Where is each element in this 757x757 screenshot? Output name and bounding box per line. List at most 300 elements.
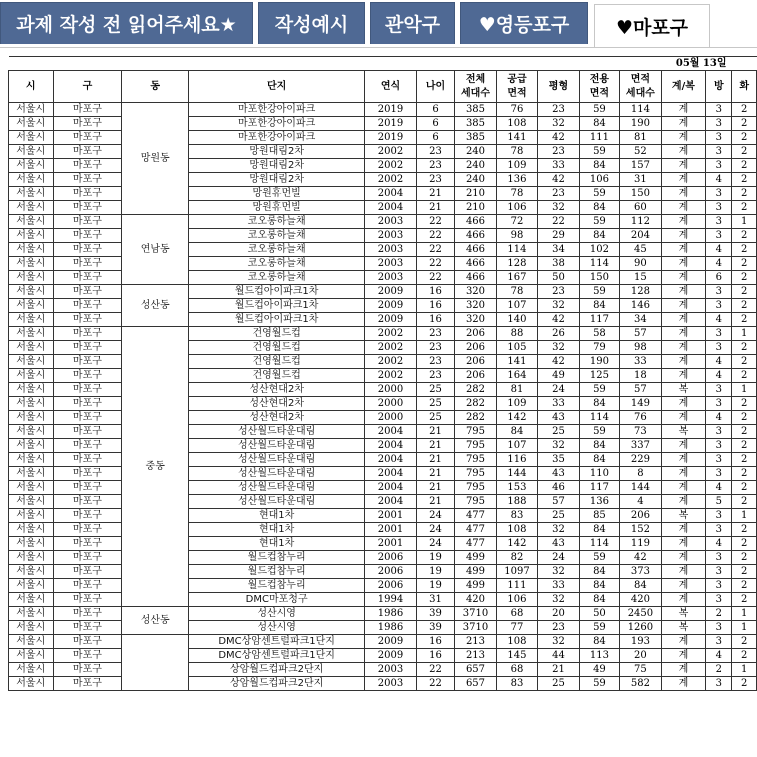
cell-age[interactable]: 25 bbox=[416, 411, 454, 425]
cell-si[interactable]: 서울시 bbox=[9, 425, 54, 439]
cell-pyeong[interactable]: 34 bbox=[538, 243, 579, 257]
cell-rooms[interactable]: 6 bbox=[706, 271, 732, 285]
cell-danji[interactable]: DMC상암센트럴파크1단지 bbox=[189, 635, 365, 649]
cell-type[interactable]: 계 bbox=[661, 145, 706, 159]
cell-total-households[interactable]: 240 bbox=[455, 145, 496, 159]
cell-total-households[interactable]: 210 bbox=[455, 201, 496, 215]
cell-exclusive-area[interactable]: 59 bbox=[579, 621, 619, 635]
cell-baths[interactable]: 2 bbox=[732, 537, 757, 551]
cell-year[interactable]: 2002 bbox=[365, 341, 417, 355]
header-gu[interactable]: 구 bbox=[53, 71, 122, 103]
cell-pyeong[interactable]: 46 bbox=[538, 481, 579, 495]
cell-year[interactable]: 2002 bbox=[365, 145, 417, 159]
cell-supply-area[interactable]: 68 bbox=[496, 607, 537, 621]
cell-year[interactable]: 2003 bbox=[365, 271, 417, 285]
cell-baths[interactable]: 2 bbox=[732, 411, 757, 425]
cell-gu[interactable]: 마포구 bbox=[53, 257, 122, 271]
cell-si[interactable]: 서울시 bbox=[9, 355, 54, 369]
cell-year[interactable]: 2004 bbox=[365, 201, 417, 215]
cell-supply-area[interactable]: 107 bbox=[496, 299, 537, 313]
cell-baths[interactable]: 2 bbox=[732, 481, 757, 495]
cell-type[interactable]: 계 bbox=[661, 467, 706, 481]
cell-danji[interactable]: 코오롱하늘채 bbox=[189, 257, 365, 271]
cell-area-households[interactable]: 373 bbox=[620, 565, 661, 579]
tab-yeongdeungpo[interactable]: ♥영등포구 bbox=[460, 2, 588, 44]
cell-supply-area[interactable]: 88 bbox=[496, 327, 537, 341]
cell-si[interactable]: 서울시 bbox=[9, 131, 54, 145]
cell-year[interactable]: 2006 bbox=[365, 579, 417, 593]
cell-type[interactable]: 계 bbox=[661, 495, 706, 509]
cell-gu[interactable]: 마포구 bbox=[53, 607, 122, 621]
cell-gu[interactable]: 마포구 bbox=[53, 411, 122, 425]
cell-total-households[interactable]: 499 bbox=[455, 579, 496, 593]
cell-area-households[interactable]: 76 bbox=[620, 411, 661, 425]
cell-year[interactable]: 2003 bbox=[365, 663, 417, 677]
cell-supply-area[interactable]: 1097 bbox=[496, 565, 537, 579]
cell-total-households[interactable]: 282 bbox=[455, 411, 496, 425]
cell-total-households[interactable]: 3710 bbox=[455, 607, 496, 621]
cell-type[interactable]: 계 bbox=[661, 215, 706, 229]
cell-exclusive-area[interactable]: 84 bbox=[579, 229, 619, 243]
cell-baths[interactable]: 2 bbox=[732, 467, 757, 481]
cell-supply-area[interactable]: 142 bbox=[496, 537, 537, 551]
cell-gu[interactable]: 마포구 bbox=[53, 495, 122, 509]
cell-area-households[interactable]: 81 bbox=[620, 131, 661, 145]
cell-rooms[interactable]: 3 bbox=[706, 229, 732, 243]
cell-area-households[interactable]: 337 bbox=[620, 439, 661, 453]
cell-area-households[interactable]: 33 bbox=[620, 355, 661, 369]
cell-pyeong[interactable]: 21 bbox=[538, 663, 579, 677]
cell-exclusive-area[interactable]: 59 bbox=[579, 103, 619, 117]
cell-area-households[interactable]: 1260 bbox=[620, 621, 661, 635]
cell-si[interactable]: 서울시 bbox=[9, 593, 54, 607]
cell-gu[interactable]: 마포구 bbox=[53, 173, 122, 187]
cell-danji[interactable]: 건영월드컵 bbox=[189, 327, 365, 341]
cell-baths[interactable]: 2 bbox=[732, 551, 757, 565]
cell-rooms[interactable]: 4 bbox=[706, 257, 732, 271]
cell-age[interactable]: 16 bbox=[416, 635, 454, 649]
cell-rooms[interactable]: 3 bbox=[706, 453, 732, 467]
cell-type[interactable]: 계 bbox=[661, 271, 706, 285]
cell-total-households[interactable]: 466 bbox=[455, 229, 496, 243]
cell-dong[interactable]: 중동 bbox=[122, 327, 189, 607]
cell-age[interactable]: 19 bbox=[416, 565, 454, 579]
cell-total-households[interactable]: 385 bbox=[455, 103, 496, 117]
cell-danji[interactable]: 코오롱하늘채 bbox=[189, 271, 365, 285]
cell-age[interactable]: 16 bbox=[416, 285, 454, 299]
cell-dong[interactable]: 성산동 bbox=[122, 285, 189, 327]
cell-area-households[interactable]: 204 bbox=[620, 229, 661, 243]
cell-si[interactable]: 서울시 bbox=[9, 299, 54, 313]
cell-age[interactable]: 22 bbox=[416, 215, 454, 229]
cell-dong[interactable] bbox=[122, 635, 189, 691]
header-supply-area[interactable] bbox=[496, 71, 537, 103]
cell-danji[interactable]: 성산월드타운대림 bbox=[189, 481, 365, 495]
cell-si[interactable]: 서울시 bbox=[9, 551, 54, 565]
cell-rooms[interactable]: 4 bbox=[706, 313, 732, 327]
cell-year[interactable]: 2009 bbox=[365, 635, 417, 649]
cell-gu[interactable]: 마포구 bbox=[53, 383, 122, 397]
cell-age[interactable]: 21 bbox=[416, 187, 454, 201]
cell-area-households[interactable]: 190 bbox=[620, 117, 661, 131]
cell-age[interactable]: 19 bbox=[416, 551, 454, 565]
cell-type[interactable]: 계 bbox=[661, 341, 706, 355]
cell-pyeong[interactable]: 38 bbox=[538, 257, 579, 271]
cell-area-households[interactable]: 73 bbox=[620, 425, 661, 439]
cell-pyeong[interactable]: 23 bbox=[538, 145, 579, 159]
header-rooms[interactable]: 방 bbox=[706, 71, 732, 103]
cell-exclusive-area[interactable]: 84 bbox=[579, 299, 619, 313]
cell-danji[interactable]: 월드컵아이파크1차 bbox=[189, 299, 365, 313]
cell-gu[interactable]: 마포구 bbox=[53, 649, 122, 663]
cell-total-households[interactable]: 282 bbox=[455, 397, 496, 411]
cell-type[interactable]: 계 bbox=[661, 565, 706, 579]
cell-type[interactable]: 계 bbox=[661, 663, 706, 677]
cell-baths[interactable]: 2 bbox=[732, 523, 757, 537]
cell-total-households[interactable]: 795 bbox=[455, 425, 496, 439]
cell-rooms[interactable]: 3 bbox=[706, 201, 732, 215]
cell-rooms[interactable]: 3 bbox=[706, 565, 732, 579]
cell-supply-area[interactable]: 188 bbox=[496, 495, 537, 509]
cell-year[interactable]: 2000 bbox=[365, 397, 417, 411]
cell-si[interactable]: 서울시 bbox=[9, 341, 54, 355]
cell-age[interactable]: 22 bbox=[416, 663, 454, 677]
cell-gu[interactable]: 마포구 bbox=[53, 271, 122, 285]
cell-danji[interactable]: 월드컵참누리 bbox=[189, 551, 365, 565]
cell-supply-area[interactable]: 111 bbox=[496, 579, 537, 593]
cell-supply-area[interactable]: 76 bbox=[496, 103, 537, 117]
cell-area-households[interactable]: 42 bbox=[620, 551, 661, 565]
cell-supply-area[interactable]: 140 bbox=[496, 313, 537, 327]
cell-baths[interactable]: 2 bbox=[732, 397, 757, 411]
cell-exclusive-area[interactable]: 84 bbox=[579, 117, 619, 131]
cell-type[interactable]: 계 bbox=[661, 327, 706, 341]
cell-si[interactable]: 서울시 bbox=[9, 523, 54, 537]
cell-year[interactable]: 2001 bbox=[365, 523, 417, 537]
cell-baths[interactable]: 2 bbox=[732, 495, 757, 509]
cell-area-households[interactable]: 52 bbox=[620, 145, 661, 159]
cell-age[interactable]: 21 bbox=[416, 467, 454, 481]
cell-si[interactable]: 서울시 bbox=[9, 411, 54, 425]
cell-type[interactable]: 계 bbox=[661, 579, 706, 593]
cell-exclusive-area[interactable]: 59 bbox=[579, 187, 619, 201]
cell-danji[interactable]: 월드컵참누리 bbox=[189, 579, 365, 593]
cell-supply-area[interactable]: 114 bbox=[496, 243, 537, 257]
cell-dong[interactable]: 연남동 bbox=[122, 215, 189, 285]
cell-baths[interactable]: 2 bbox=[732, 565, 757, 579]
cell-year[interactable]: 2002 bbox=[365, 369, 417, 383]
cell-danji[interactable]: 마포한강아이파크 bbox=[189, 131, 365, 145]
cell-year[interactable]: 2003 bbox=[365, 677, 417, 691]
cell-si[interactable]: 서울시 bbox=[9, 565, 54, 579]
cell-area-households[interactable]: 8 bbox=[620, 467, 661, 481]
cell-area-households[interactable]: 112 bbox=[620, 215, 661, 229]
cell-age[interactable]: 23 bbox=[416, 159, 454, 173]
cell-year[interactable]: 2009 bbox=[365, 649, 417, 663]
cell-total-households[interactable]: 466 bbox=[455, 243, 496, 257]
cell-year[interactable]: 1986 bbox=[365, 607, 417, 621]
cell-type[interactable]: 계 bbox=[661, 481, 706, 495]
cell-age[interactable]: 16 bbox=[416, 649, 454, 663]
cell-area-households[interactable]: 229 bbox=[620, 453, 661, 467]
cell-exclusive-area[interactable]: 85 bbox=[579, 509, 619, 523]
cell-area-households[interactable]: 157 bbox=[620, 159, 661, 173]
cell-baths[interactable]: 2 bbox=[732, 271, 757, 285]
cell-year[interactable]: 2004 bbox=[365, 495, 417, 509]
cell-exclusive-area[interactable]: 59 bbox=[579, 677, 619, 691]
cell-supply-area[interactable]: 83 bbox=[496, 509, 537, 523]
cell-pyeong[interactable]: 33 bbox=[538, 579, 579, 593]
cell-danji[interactable]: 코오롱하늘채 bbox=[189, 229, 365, 243]
cell-age[interactable]: 22 bbox=[416, 257, 454, 271]
cell-pyeong[interactable]: 32 bbox=[538, 201, 579, 215]
cell-danji[interactable]: 망원휴먼빌 bbox=[189, 187, 365, 201]
cell-pyeong[interactable]: 20 bbox=[538, 607, 579, 621]
cell-supply-area[interactable]: 106 bbox=[496, 593, 537, 607]
cell-supply-area[interactable]: 108 bbox=[496, 635, 537, 649]
cell-exclusive-area[interactable]: 84 bbox=[579, 439, 619, 453]
cell-total-households[interactable]: 499 bbox=[455, 565, 496, 579]
cell-type[interactable]: 계 bbox=[661, 285, 706, 299]
cell-rooms[interactable]: 3 bbox=[706, 117, 732, 131]
cell-pyeong[interactable]: 32 bbox=[538, 299, 579, 313]
cell-danji[interactable]: 성산시영 bbox=[189, 621, 365, 635]
cell-rooms[interactable]: 4 bbox=[706, 411, 732, 425]
cell-type[interactable]: 계 bbox=[661, 411, 706, 425]
cell-baths[interactable]: 2 bbox=[732, 131, 757, 145]
cell-si[interactable]: 서울시 bbox=[9, 117, 54, 131]
cell-pyeong[interactable]: 42 bbox=[538, 173, 579, 187]
cell-age[interactable]: 6 bbox=[416, 117, 454, 131]
cell-baths[interactable]: 2 bbox=[732, 257, 757, 271]
cell-si[interactable]: 서울시 bbox=[9, 257, 54, 271]
cell-supply-area[interactable]: 142 bbox=[496, 411, 537, 425]
cell-gu[interactable]: 마포구 bbox=[53, 215, 122, 229]
cell-age[interactable]: 6 bbox=[416, 131, 454, 145]
cell-danji[interactable]: 성산월드타운대림 bbox=[189, 495, 365, 509]
cell-pyeong[interactable]: 26 bbox=[538, 327, 579, 341]
cell-baths[interactable]: 2 bbox=[732, 355, 757, 369]
cell-pyeong[interactable]: 24 bbox=[538, 383, 579, 397]
cell-danji[interactable]: 현대1차 bbox=[189, 509, 365, 523]
cell-supply-area[interactable]: 106 bbox=[496, 201, 537, 215]
cell-area-households[interactable]: 45 bbox=[620, 243, 661, 257]
cell-area-households[interactable]: 84 bbox=[620, 579, 661, 593]
cell-rooms[interactable]: 2 bbox=[706, 607, 732, 621]
cell-rooms[interactable]: 4 bbox=[706, 369, 732, 383]
cell-si[interactable]: 서울시 bbox=[9, 327, 54, 341]
cell-baths[interactable]: 2 bbox=[732, 369, 757, 383]
cell-area-households[interactable]: 582 bbox=[620, 677, 661, 691]
cell-total-households[interactable]: 206 bbox=[455, 355, 496, 369]
cell-gu[interactable]: 마포구 bbox=[53, 537, 122, 551]
cell-gu[interactable]: 마포구 bbox=[53, 355, 122, 369]
cell-age[interactable]: 21 bbox=[416, 425, 454, 439]
cell-pyeong[interactable]: 50 bbox=[538, 271, 579, 285]
cell-gu[interactable]: 마포구 bbox=[53, 201, 122, 215]
cell-rooms[interactable]: 3 bbox=[706, 635, 732, 649]
cell-gu[interactable]: 마포구 bbox=[53, 229, 122, 243]
cell-total-households[interactable]: 240 bbox=[455, 159, 496, 173]
cell-si[interactable]: 서울시 bbox=[9, 537, 54, 551]
cell-area-households[interactable]: 18 bbox=[620, 369, 661, 383]
cell-pyeong[interactable]: 32 bbox=[538, 341, 579, 355]
cell-exclusive-area[interactable]: 59 bbox=[579, 145, 619, 159]
cell-exclusive-area[interactable]: 114 bbox=[579, 537, 619, 551]
cell-danji[interactable]: 성산월드타운대림 bbox=[189, 467, 365, 481]
cell-area-households[interactable]: 114 bbox=[620, 103, 661, 117]
cell-type[interactable]: 복 bbox=[661, 383, 706, 397]
cell-gu[interactable]: 마포구 bbox=[53, 327, 122, 341]
cell-year[interactable]: 2002 bbox=[365, 159, 417, 173]
cell-supply-area[interactable]: 128 bbox=[496, 257, 537, 271]
cell-exclusive-area[interactable]: 84 bbox=[579, 593, 619, 607]
cell-supply-area[interactable]: 78 bbox=[496, 187, 537, 201]
cell-danji[interactable]: 망원대림2차 bbox=[189, 145, 365, 159]
cell-rooms[interactable]: 4 bbox=[706, 173, 732, 187]
header-area-households[interactable] bbox=[620, 71, 661, 103]
cell-supply-area[interactable]: 108 bbox=[496, 523, 537, 537]
cell-year[interactable]: 1994 bbox=[365, 593, 417, 607]
cell-area-households[interactable]: 75 bbox=[620, 663, 661, 677]
cell-year[interactable]: 2019 bbox=[365, 103, 417, 117]
cell-danji[interactable]: 망원휴먼빌 bbox=[189, 201, 365, 215]
cell-type[interactable]: 계 bbox=[661, 649, 706, 663]
cell-total-households[interactable]: 466 bbox=[455, 271, 496, 285]
cell-pyeong[interactable]: 23 bbox=[538, 285, 579, 299]
cell-type[interactable]: 계 bbox=[661, 257, 706, 271]
cell-exclusive-area[interactable]: 59 bbox=[579, 285, 619, 299]
cell-year[interactable]: 2009 bbox=[365, 299, 417, 313]
cell-baths[interactable]: 2 bbox=[732, 677, 757, 691]
cell-danji[interactable]: 성산현대2차 bbox=[189, 411, 365, 425]
tab-mapo[interactable]: ♥마포구 bbox=[594, 4, 710, 47]
cell-si[interactable]: 서울시 bbox=[9, 229, 54, 243]
cell-exclusive-area[interactable]: 58 bbox=[579, 327, 619, 341]
cell-baths[interactable]: 2 bbox=[732, 313, 757, 327]
cell-year[interactable]: 2002 bbox=[365, 355, 417, 369]
cell-total-households[interactable]: 657 bbox=[455, 663, 496, 677]
cell-pyeong[interactable]: 25 bbox=[538, 677, 579, 691]
cell-type[interactable]: 복 bbox=[661, 425, 706, 439]
cell-area-households[interactable]: 152 bbox=[620, 523, 661, 537]
cell-year[interactable]: 2006 bbox=[365, 551, 417, 565]
cell-exclusive-area[interactable]: 59 bbox=[579, 383, 619, 397]
cell-year[interactable]: 2002 bbox=[365, 173, 417, 187]
cell-gu[interactable]: 마포구 bbox=[53, 397, 122, 411]
cell-type[interactable]: 계 bbox=[661, 677, 706, 691]
cell-baths[interactable]: 2 bbox=[732, 229, 757, 243]
cell-supply-area[interactable]: 82 bbox=[496, 551, 537, 565]
cell-type[interactable]: 계 bbox=[661, 117, 706, 131]
cell-exclusive-area[interactable]: 84 bbox=[579, 579, 619, 593]
cell-baths[interactable]: 2 bbox=[732, 425, 757, 439]
cell-dong[interactable]: 성산동 bbox=[122, 607, 189, 635]
cell-year[interactable]: 2000 bbox=[365, 383, 417, 397]
cell-exclusive-area[interactable]: 84 bbox=[579, 523, 619, 537]
cell-gu[interactable]: 마포구 bbox=[53, 243, 122, 257]
cell-year[interactable]: 2001 bbox=[365, 537, 417, 551]
cell-type[interactable]: 계 bbox=[661, 369, 706, 383]
cell-area-households[interactable]: 57 bbox=[620, 383, 661, 397]
header-type[interactable]: 계/복 bbox=[661, 71, 706, 103]
cell-si[interactable]: 서울시 bbox=[9, 369, 54, 383]
cell-si[interactable]: 서울시 bbox=[9, 439, 54, 453]
cell-si[interactable]: 서울시 bbox=[9, 453, 54, 467]
cell-exclusive-area[interactable]: 150 bbox=[579, 271, 619, 285]
cell-age[interactable]: 21 bbox=[416, 453, 454, 467]
cell-pyeong[interactable]: 23 bbox=[538, 103, 579, 117]
cell-pyeong[interactable]: 32 bbox=[538, 565, 579, 579]
cell-si[interactable]: 서울시 bbox=[9, 243, 54, 257]
cell-type[interactable]: 계 bbox=[661, 397, 706, 411]
cell-exclusive-area[interactable]: 84 bbox=[579, 635, 619, 649]
cell-total-households[interactable]: 795 bbox=[455, 481, 496, 495]
cell-area-households[interactable]: 149 bbox=[620, 397, 661, 411]
cell-supply-area[interactable]: 72 bbox=[496, 215, 537, 229]
cell-exclusive-area[interactable]: 59 bbox=[579, 425, 619, 439]
cell-age[interactable]: 39 bbox=[416, 607, 454, 621]
cell-type[interactable]: 계 bbox=[661, 131, 706, 145]
cell-exclusive-area[interactable]: 111 bbox=[579, 131, 619, 145]
cell-age[interactable]: 21 bbox=[416, 439, 454, 453]
cell-gu[interactable]: 마포구 bbox=[53, 579, 122, 593]
cell-rooms[interactable]: 3 bbox=[706, 593, 732, 607]
cell-si[interactable]: 서울시 bbox=[9, 509, 54, 523]
cell-si[interactable]: 서울시 bbox=[9, 621, 54, 635]
cell-total-households[interactable]: 385 bbox=[455, 117, 496, 131]
cell-exclusive-area[interactable]: 84 bbox=[579, 453, 619, 467]
cell-si[interactable]: 서울시 bbox=[9, 635, 54, 649]
header-total-households[interactable] bbox=[455, 71, 496, 103]
cell-supply-area[interactable]: 141 bbox=[496, 131, 537, 145]
cell-year[interactable]: 2003 bbox=[365, 215, 417, 229]
cell-total-households[interactable]: 206 bbox=[455, 369, 496, 383]
cell-pyeong[interactable]: 49 bbox=[538, 369, 579, 383]
cell-gu[interactable]: 마포구 bbox=[53, 593, 122, 607]
cell-rooms[interactable]: 3 bbox=[706, 145, 732, 159]
cell-pyeong[interactable]: 33 bbox=[538, 159, 579, 173]
cell-rooms[interactable]: 4 bbox=[706, 537, 732, 551]
cell-age[interactable]: 22 bbox=[416, 229, 454, 243]
cell-year[interactable]: 2006 bbox=[365, 565, 417, 579]
cell-exclusive-area[interactable]: 114 bbox=[579, 411, 619, 425]
cell-rooms[interactable]: 3 bbox=[706, 159, 732, 173]
cell-year[interactable]: 2002 bbox=[365, 327, 417, 341]
cell-total-households[interactable]: 420 bbox=[455, 593, 496, 607]
cell-si[interactable]: 서울시 bbox=[9, 663, 54, 677]
cell-total-households[interactable]: 320 bbox=[455, 313, 496, 327]
cell-type[interactable]: 복 bbox=[661, 509, 706, 523]
cell-baths[interactable]: 1 bbox=[732, 215, 757, 229]
cell-rooms[interactable]: 4 bbox=[706, 481, 732, 495]
cell-exclusive-area[interactable]: 113 bbox=[579, 649, 619, 663]
cell-area-households[interactable]: 98 bbox=[620, 341, 661, 355]
cell-rooms[interactable]: 3 bbox=[706, 285, 732, 299]
cell-type[interactable]: 계 bbox=[661, 439, 706, 453]
cell-year[interactable]: 2003 bbox=[365, 229, 417, 243]
cell-gu[interactable]: 마포구 bbox=[53, 663, 122, 677]
cell-supply-area[interactable]: 167 bbox=[496, 271, 537, 285]
cell-total-households[interactable]: 795 bbox=[455, 439, 496, 453]
cell-age[interactable]: 23 bbox=[416, 327, 454, 341]
cell-baths[interactable]: 2 bbox=[732, 173, 757, 187]
cell-si[interactable]: 서울시 bbox=[9, 187, 54, 201]
cell-total-households[interactable]: 213 bbox=[455, 649, 496, 663]
cell-danji[interactable]: 마포한강아이파크 bbox=[189, 117, 365, 131]
cell-si[interactable]: 서울시 bbox=[9, 677, 54, 691]
cell-rooms[interactable]: 3 bbox=[706, 383, 732, 397]
